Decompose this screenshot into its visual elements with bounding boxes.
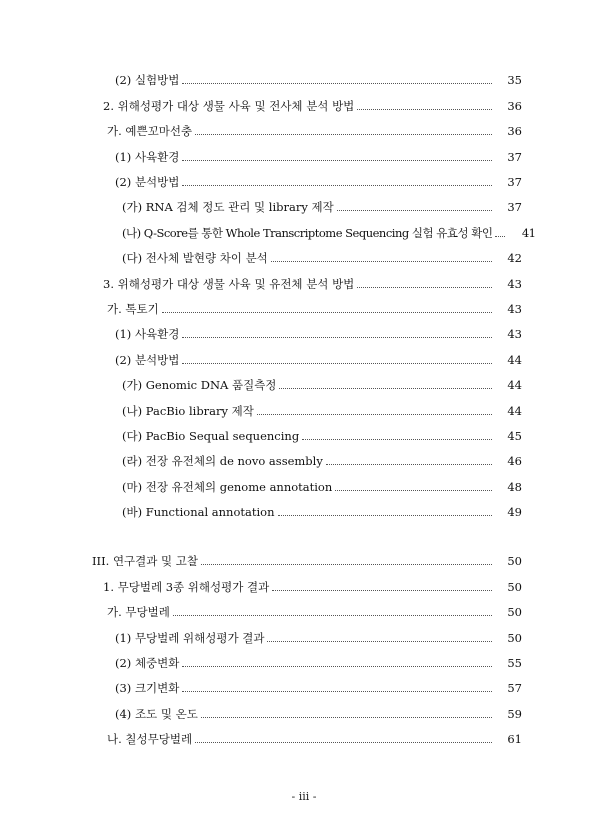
toc-entry[interactable] — [115, 172, 522, 192]
dot-leader — [182, 83, 492, 84]
dot-leader — [357, 287, 492, 288]
dot-leader — [279, 388, 492, 389]
toc-entry[interactable] — [103, 96, 522, 116]
toc-entry-page: 37 — [507, 150, 522, 164]
toc-entry-page: 43 — [507, 302, 522, 316]
toc-entry[interactable] — [107, 299, 522, 319]
toc-entry-page: 61 — [507, 732, 522, 746]
toc-entry[interactable] — [103, 274, 522, 294]
toc-entry-page: 57 — [507, 681, 522, 695]
toc-entry-page: 59 — [507, 707, 522, 721]
toc-entry-page: 42 — [507, 251, 522, 265]
toc-entry-page: 44 — [507, 378, 522, 392]
dot-leader — [278, 515, 493, 516]
toc-entry-page: 49 — [507, 505, 522, 519]
toc-entry-title: (2) 체중변화 — [115, 656, 180, 670]
toc-entry[interactable] — [122, 451, 522, 471]
toc-entry[interactable] — [122, 197, 522, 217]
toc-entry[interactable] — [115, 324, 522, 344]
toc-entry-title: (마) 전장 유전체의 genome annotation — [122, 480, 333, 494]
toc-entry-title: (1) 사육환경 — [115, 150, 180, 164]
toc-entry[interactable] — [115, 350, 522, 370]
toc-entry-page: 44 — [507, 353, 522, 367]
toc-entry-title: (1) 사육환경 — [115, 327, 180, 341]
toc-entry-title: III. 연구결과 및 고찰 — [92, 554, 199, 568]
toc-entry-page: 41 — [521, 226, 536, 240]
toc-entry-page: 43 — [507, 327, 522, 341]
toc-entry[interactable] — [107, 729, 522, 749]
dot-leader — [182, 185, 492, 186]
toc-entry-page: 35 — [507, 73, 522, 87]
toc-entry-title: 나. 칠성무당벌레 — [107, 732, 193, 746]
dot-leader — [326, 464, 492, 465]
toc-entry-title: 1. 무당벌레 3종 위해성평가 결과 — [103, 580, 270, 594]
toc-entry-title: (가) RNA 검체 정도 관리 및 library 제작 — [122, 200, 334, 214]
toc-entry[interactable] — [103, 577, 522, 597]
toc-entry-title: (다) PacBio Sequal sequencing — [122, 429, 300, 443]
dot-leader — [272, 590, 492, 591]
toc-entry-title: 가. 톡토기 — [107, 302, 159, 316]
toc-entry[interactable] — [122, 502, 522, 522]
toc-entry-title: (4) 조도 및 온도 — [115, 707, 198, 721]
dot-leader — [182, 160, 492, 161]
toc-entry-title: (라) 전장 유전체의 de novo assembly — [122, 454, 323, 468]
toc-entry[interactable] — [92, 551, 522, 571]
toc-entry[interactable] — [122, 375, 522, 395]
toc-entry-title: (가) Genomic DNA 품질측정 — [122, 378, 277, 392]
dot-leader — [195, 742, 492, 743]
toc-entry-page: 48 — [507, 480, 522, 494]
dot-leader — [302, 439, 492, 440]
toc-entry[interactable] — [122, 426, 522, 446]
toc-entry-title: 가. 예쁜꼬마선충 — [107, 124, 193, 138]
dot-leader — [337, 210, 492, 211]
toc-entry[interactable] — [122, 248, 522, 268]
dot-leader — [357, 109, 492, 110]
toc-entry-page: 43 — [507, 277, 522, 291]
dot-leader — [195, 134, 492, 135]
toc-entry-title: (나) Q-Score를 통한 Whole Transcriptome Sequencing 실험 유효성 확인 — [122, 226, 493, 240]
toc-entry-title: (2) 실험방법 — [115, 73, 180, 87]
toc-entry-page: 50 — [507, 580, 522, 594]
dot-leader — [182, 337, 492, 338]
dot-leader — [201, 717, 492, 718]
toc-entry-title: (바) Functional annotation — [122, 505, 275, 519]
toc-entry[interactable] — [122, 401, 522, 421]
toc-entry[interactable] — [115, 628, 522, 648]
toc-entry[interactable] — [115, 678, 522, 698]
toc-entry[interactable] — [107, 121, 522, 141]
toc-entry[interactable] — [115, 704, 522, 724]
toc-entry[interactable] — [122, 223, 536, 243]
toc-entry-title: (1) 무당벌레 위해성평가 결과 — [115, 631, 265, 645]
toc-entry-page: 44 — [507, 404, 522, 418]
dot-leader — [173, 615, 492, 616]
toc-entry[interactable] — [115, 653, 522, 673]
toc-entry-page: 36 — [507, 99, 522, 113]
toc-entry[interactable] — [122, 477, 522, 497]
dot-leader — [335, 490, 492, 491]
toc-entry-title: 3. 위해성평가 대상 생물 사육 및 유전체 분석 방법 — [103, 277, 355, 291]
dot-leader — [267, 641, 492, 642]
dot-leader — [257, 414, 492, 415]
dot-leader — [182, 363, 492, 364]
toc-entry-page: 50 — [507, 631, 522, 645]
toc-entry-page: 50 — [507, 605, 522, 619]
toc-entry-title: (3) 크기변화 — [115, 681, 180, 695]
toc-entry-page: 37 — [507, 200, 522, 214]
toc-entry-title: 가. 무당벌레 — [107, 605, 170, 619]
toc-entry[interactable] — [115, 147, 522, 167]
dot-leader — [182, 691, 492, 692]
toc-entry-page: 37 — [507, 175, 522, 189]
dot-leader — [495, 236, 505, 237]
toc-entry-title: (다) 전사체 발현량 차이 분석 — [122, 251, 268, 265]
toc-entry-page: 46 — [507, 454, 522, 468]
toc-entry-page: 55 — [507, 656, 522, 670]
page-number: - iii - — [291, 790, 317, 803]
toc-entry-title: 2. 위해성평가 대상 생물 사육 및 전사체 분석 방법 — [103, 99, 355, 113]
toc-entry-title: (2) 분석방법 — [115, 353, 180, 367]
toc-entry-page: 50 — [507, 554, 522, 568]
toc-entry-title: (2) 분석방법 — [115, 175, 180, 189]
toc-entry[interactable] — [115, 70, 522, 90]
dot-leader — [201, 564, 492, 565]
toc-entry[interactable] — [107, 602, 522, 622]
dot-leader — [182, 666, 492, 667]
toc-entry-page: 36 — [507, 124, 522, 138]
toc-entry-page: 45 — [507, 429, 522, 443]
dot-leader — [271, 261, 492, 262]
dot-leader — [162, 312, 492, 313]
toc-entry-title: (나) PacBio library 제작 — [122, 404, 254, 418]
